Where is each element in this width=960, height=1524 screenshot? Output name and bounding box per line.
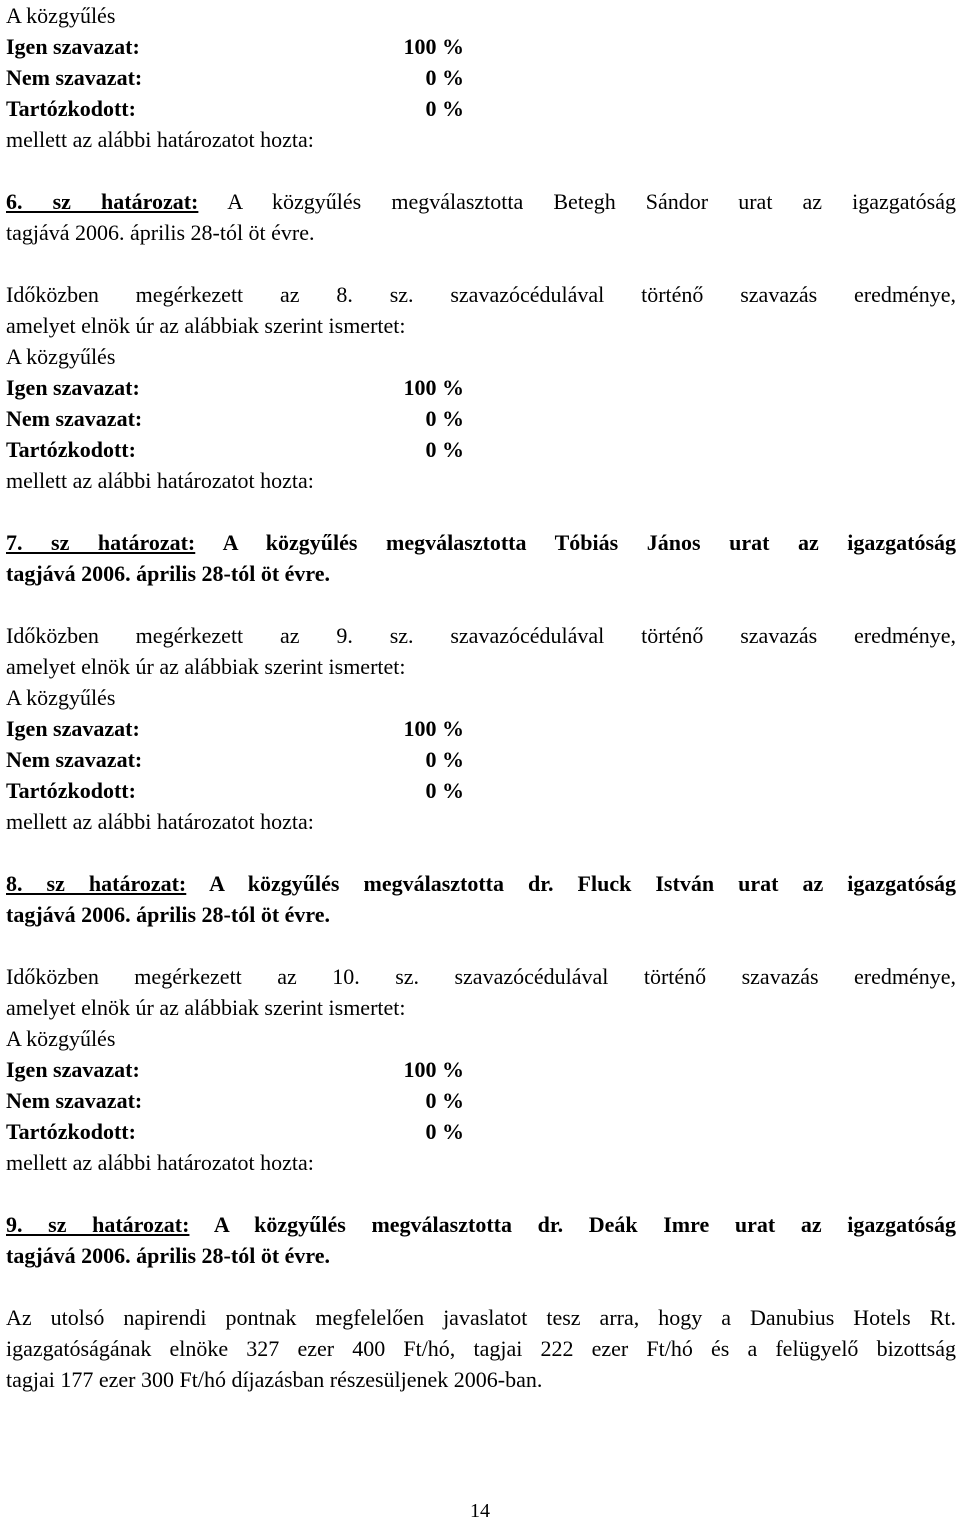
vote-row — [6, 775, 956, 806]
intro-line: Időközben megérkezett az 8. sz. szavazócédulával történő szavazás eredménye, — [6, 282, 956, 307]
vote-label: Nem szavazat: — [6, 65, 143, 90]
resolution-number: 9. sz határozat: — [6, 1212, 190, 1237]
intro-line: Időközben megérkezett az 10. sz. szavazócédulával történő szavazás eredménye, — [6, 964, 956, 989]
vote-value: 100 % — [403, 34, 464, 59]
vote-row — [6, 31, 956, 62]
resolution-number: 6. sz határozat: — [6, 189, 199, 214]
closing-line: mellett az alábbi határozatot hozta: — [6, 1150, 314, 1175]
assembly-label: A közgyűlés — [6, 685, 116, 710]
vote-row — [6, 1054, 956, 1085]
vote-value: 0 % — [425, 96, 464, 121]
vote-label: Nem szavazat: — [6, 1088, 143, 1113]
vote-row — [6, 62, 956, 93]
resolution-line — [6, 186, 956, 217]
vote-label: Tartózkodott: — [6, 96, 136, 121]
vote-row — [6, 93, 956, 124]
spacer — [6, 496, 956, 527]
page-number: 14 — [470, 1500, 490, 1522]
vote-value: 0 % — [425, 1088, 464, 1113]
resolution-line — [6, 1209, 956, 1240]
resolution-text: A közgyűlés megválasztotta dr. Fluck István urat az igazgatóság — [209, 871, 957, 896]
intro-line: amelyet elnök úr az alábbiak szerint ismertet: — [6, 654, 406, 679]
intro-line: Időközben megérkezett az 9. sz. szavazócédulával történő szavazás eredménye, — [6, 623, 956, 648]
vote-value: 100 % — [403, 1057, 464, 1082]
assembly-label: A közgyűlés — [6, 344, 116, 369]
resolution-line-2: tagjává 2006. április 28-tól öt évre. — [6, 1243, 331, 1268]
assembly-label: A közgyűlés — [6, 1026, 116, 1051]
resolution-line-2: tagjává 2006. április 28-tól öt évre. — [6, 220, 315, 245]
resolution-text: A közgyűlés megválasztotta Tóbiás János urat az igazgatóság — [222, 530, 957, 555]
document-page — [6, 0, 956, 1395]
final-paragraph-line: igazgatóságának elnöke 327 ezer 400 Ft/hó, tagjai 222 ezer Ft/hó és a felügyelő bizottság — [6, 1336, 956, 1361]
vote-value: 0 % — [425, 437, 464, 462]
spacer — [6, 589, 956, 620]
closing-line: mellett az alábbi határozatot hozta: — [6, 127, 314, 152]
closing-line: mellett az alábbi határozatot hozta: — [6, 468, 314, 493]
resolution-number: 7. sz határozat: — [6, 530, 196, 555]
vote-label: Nem szavazat: — [6, 747, 143, 772]
resolution-line-2: tagjává 2006. április 28-tól öt évre. — [6, 902, 331, 927]
spacer — [6, 930, 956, 961]
resolution-line — [6, 868, 956, 899]
vote-label: Igen szavazat: — [6, 1057, 140, 1082]
vote-label: Igen szavazat: — [6, 34, 140, 59]
vote-row — [6, 713, 956, 744]
vote-row — [6, 744, 956, 775]
resolution-text: A közgyűlés megválasztotta Betegh Sándor urat az igazgatóság — [227, 189, 956, 214]
vote-label: Igen szavazat: — [6, 375, 140, 400]
vote-row — [6, 403, 956, 434]
vote-label: Tartózkodott: — [6, 778, 136, 803]
vote-value: 100 % — [403, 716, 464, 741]
closing-line: mellett az alábbi határozatot hozta: — [6, 809, 314, 834]
resolution-text: A közgyűlés megválasztotta dr. Deák Imre urat az igazgatóság — [213, 1212, 956, 1237]
spacer — [6, 1178, 956, 1209]
spacer — [6, 248, 956, 279]
vote-row — [6, 372, 956, 403]
vote-label: Tartózkodott: — [6, 437, 136, 462]
vote-label: Tartózkodott: — [6, 1119, 136, 1144]
vote-value: 0 % — [425, 406, 464, 431]
intro-line: amelyet elnök úr az alábbiak szerint ismertet: — [6, 313, 406, 338]
vote-value: 0 % — [425, 1119, 464, 1144]
vote-row — [6, 434, 956, 465]
vote-value: 0 % — [425, 778, 464, 803]
intro-line: amelyet elnök úr az alábbiak szerint ismertet: — [6, 995, 406, 1020]
vote-label: Igen szavazat: — [6, 716, 140, 741]
vote-label: Nem szavazat: — [6, 406, 143, 431]
vote-value: 100 % — [403, 375, 464, 400]
vote-row — [6, 1116, 956, 1147]
assembly-label: A közgyűlés — [6, 3, 116, 28]
resolution-line-2: tagjává 2006. április 28-tól öt évre. — [6, 561, 331, 586]
vote-row — [6, 1085, 956, 1116]
final-paragraph-line: tagjai 177 ezer 300 Ft/hó díjazásban részesüljenek 2006-ban. — [6, 1367, 543, 1392]
resolution-line — [6, 527, 956, 558]
spacer — [6, 837, 956, 868]
vote-value: 0 % — [425, 65, 464, 90]
spacer — [6, 1271, 956, 1302]
spacer — [6, 155, 956, 186]
final-paragraph-line: Az utolsó napirendi pontnak megfelelően javaslatot tesz arra, hogy a Danubius Hotels Rt. — [6, 1305, 956, 1330]
resolution-number: 8. sz határozat: — [6, 871, 187, 896]
vote-value: 0 % — [425, 747, 464, 772]
